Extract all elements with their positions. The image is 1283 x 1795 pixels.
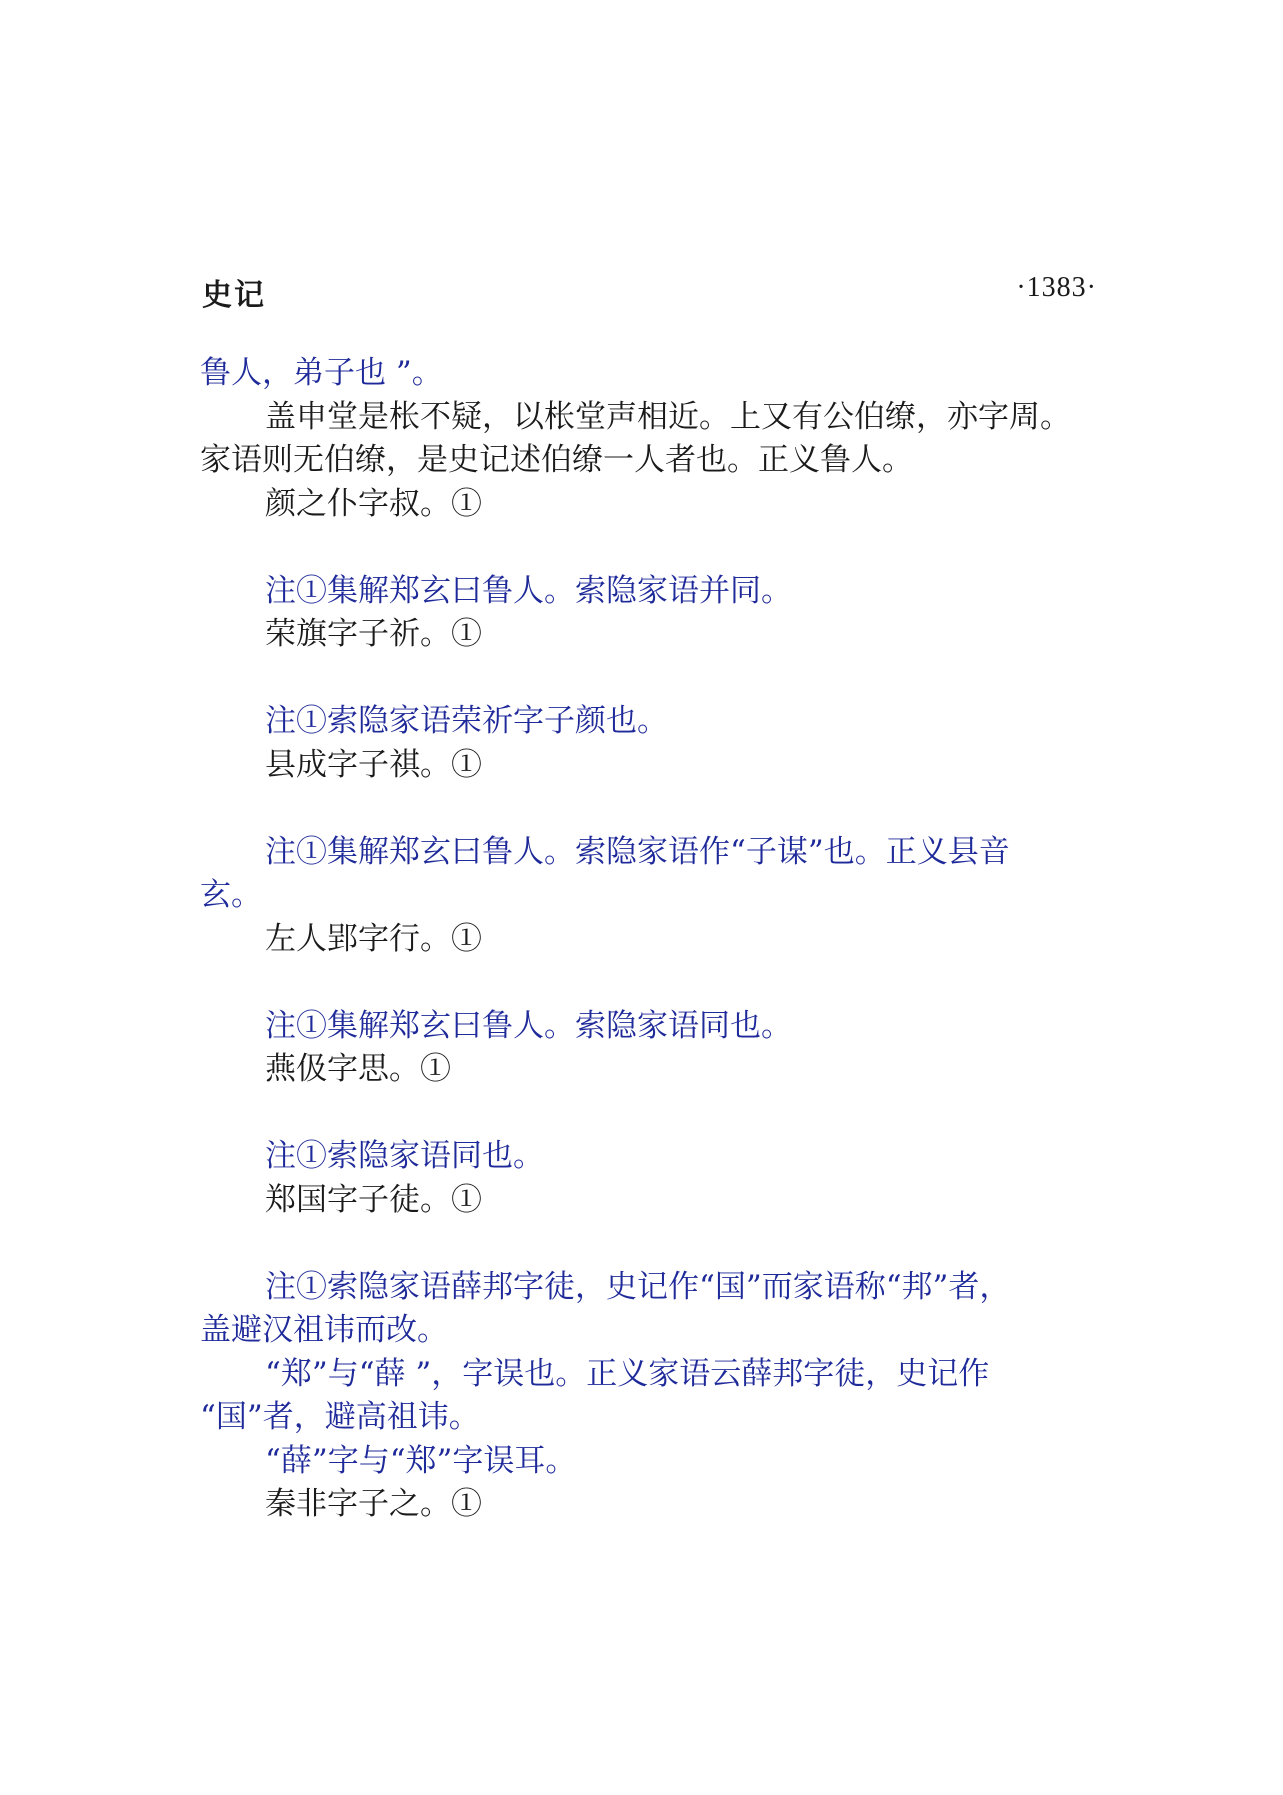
blank-line [200, 526, 1110, 570]
entry-line: 县成字子祺。① [265, 746, 482, 783]
text-line: 家语则无伯缭，是史记述伯缭一人者也。正义鲁人。 [200, 442, 913, 478]
text-line: 盖申堂是枨不疑，以枨堂声相近。上又有公伯缭，亦字周。 [265, 398, 1071, 435]
note-line: 玄。 [200, 877, 262, 913]
note-line: “国”者，避高祖讳。 [200, 1399, 480, 1435]
blank-line [200, 961, 1110, 1005]
note-line: “郑”与“薛 ”，字误也。正义家语云薛邦字徒，史记作 [265, 1355, 990, 1392]
note-line: 注①集解郑玄曰鲁人。索隐家语同也。 [265, 1007, 792, 1044]
blank-line [200, 1222, 1110, 1266]
note-line: 注①索隐家语荣祈字子颜也。 [265, 703, 668, 739]
note-line: 注①索隐家语薛邦字徒，史记作“国”而家语称“邦”者， [265, 1268, 1011, 1305]
note-line: 鲁人，弟子也 ”。 [200, 355, 443, 391]
note-line: 注①集解郑玄曰鲁人。索隐家语并同。 [265, 572, 792, 609]
entry-line: 燕伋字思。① [265, 1051, 451, 1087]
blank-line [200, 787, 1110, 831]
running-header-title: 史记 [202, 278, 266, 313]
entry-line: 荣旗字子祈。① [265, 616, 482, 652]
blank-line [200, 657, 1110, 701]
blank-line [200, 1092, 1110, 1136]
note-line: 盖避汉祖讳而改。 [200, 1312, 448, 1348]
entry-line: 郑国字子徒。① [265, 1181, 482, 1218]
note-line: “薛”字与“郑”字误耳。 [265, 1442, 577, 1479]
entry-line: 颜之仆字叔。① [265, 485, 482, 522]
page-number: ·1383· [1016, 272, 1097, 303]
entry-line: 左人郢字行。① [265, 920, 482, 957]
note-line: 注①集解郑玄曰鲁人。索隐家语作“子谋”也。正义县音 [265, 833, 1010, 870]
note-line: 注①索隐家语同也。 [265, 1138, 544, 1174]
body-text [200, 352, 1110, 1527]
entry-line: 秦非字子之。① [265, 1486, 482, 1522]
